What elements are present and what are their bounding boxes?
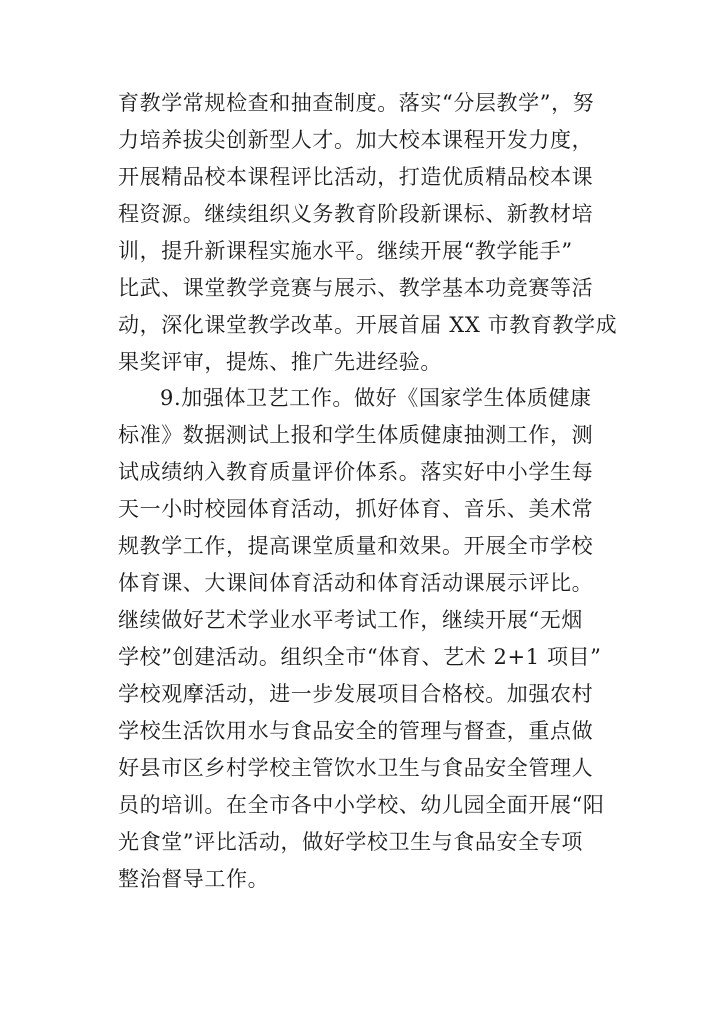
text-line: 开展精品校本课程评比活动，打造优质精品校本课	[118, 165, 594, 189]
text-line: 天一小时校园体育活动，抓好体育、音乐、美术常	[118, 497, 594, 521]
text-line-first: 9.加强体卫艺工作。做好《国家学生体质健康	[160, 386, 592, 410]
text-line: 训，提升新课程实施水平。继续开展“教学能手”	[118, 239, 573, 263]
text-line: 体育课、大课间体育活动和体育活动课展示评比。	[118, 571, 594, 595]
text-line: 继续做好艺术学业水平考试工作，继续开展“无烟	[118, 608, 583, 632]
text-line: 学校”创建活动。组织全市“体育、艺术 2+1 项目”	[118, 645, 602, 669]
text-line: 规教学工作，提高课堂质量和效果。开展全市学校	[118, 534, 594, 558]
text-line: 比武、课堂教学竞赛与展示、教学基本功竞赛等活	[118, 276, 594, 300]
text-line: 学校生活饮用水与食品安全的管理与督查，重点做	[118, 719, 594, 743]
paragraph-teaching-reform	[118, 85, 618, 381]
text-line: 光食堂”评比活动，做好学校卫生与食品安全专项	[118, 830, 583, 854]
text-line: 动，深化课堂教学改革。开展首届 XX 市教育教学成	[118, 313, 618, 337]
text-line: 学校观摩活动，进一步发展项目合格校。加强农村	[118, 682, 594, 706]
text-line: 程资源。继续组织义务教育阶段新课标、新教材培	[118, 202, 594, 226]
text-line: 整治督导工作。	[118, 867, 270, 891]
paragraph-sports-health-arts	[118, 380, 618, 898]
text-line: 标准》数据测试上报和学生体质健康抽测工作，测	[118, 423, 594, 447]
text-line: 好县市区乡村学校主管饮水卫生与食品安全管理人	[118, 756, 594, 780]
text-line: 果奖评审，提炼、推广先进经验。	[118, 350, 442, 374]
text-line: 育教学常规检查和抽查制度。落实“分层教学”，努	[118, 91, 595, 115]
text-line: 力培养拔尖创新型人才。加大校本课程开发力度，	[118, 128, 594, 152]
text-line: 员的培训。在全市各中小学校、幼儿园全面开展“阳	[118, 793, 605, 817]
text-line: 试成绩纳入教育质量评价体系。落实好中小学生每	[118, 460, 594, 484]
